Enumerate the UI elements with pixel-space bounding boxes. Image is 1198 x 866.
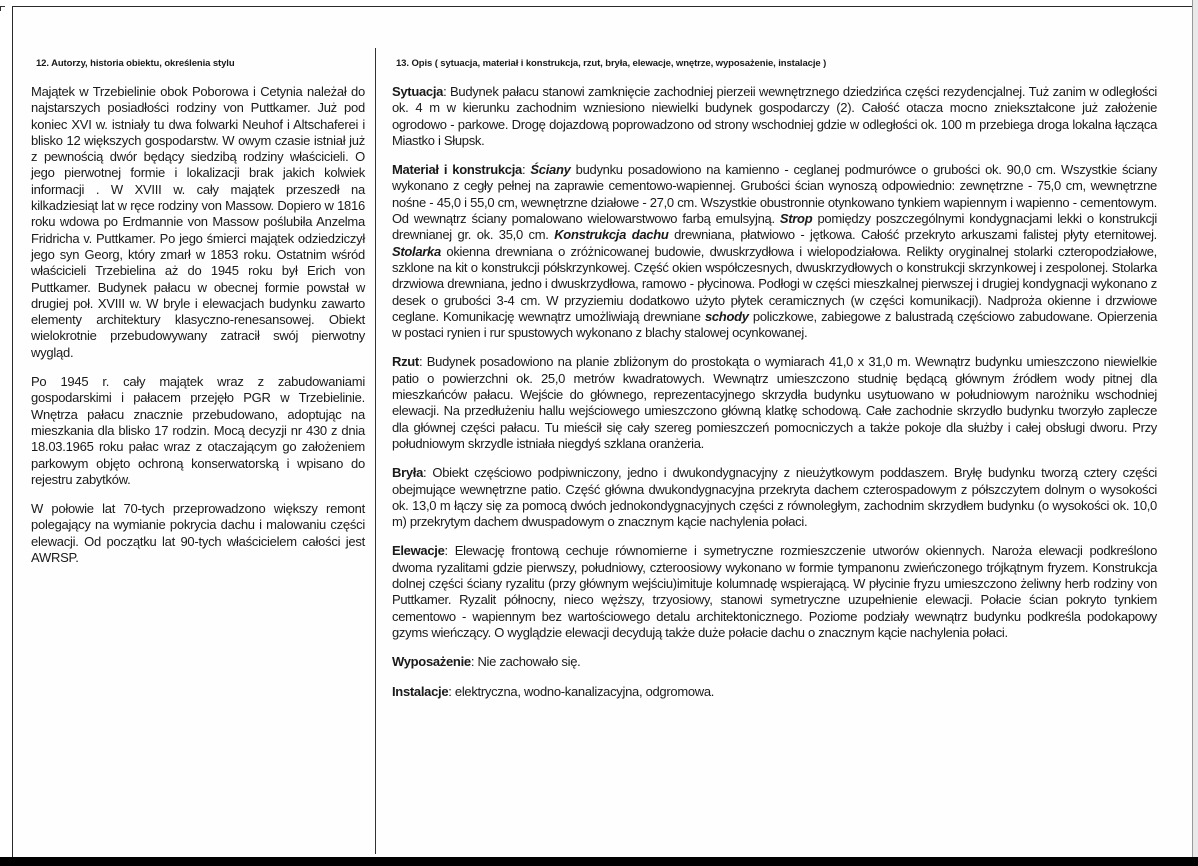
scan-bottom-edge	[0, 857, 1198, 866]
history-paragraph-3: W połowie lat 70-tych przeprowadzono większy remont polegający na wymianie pokrycia dachu i malowaniu części elewacji. Od początku lat 90-tych właścicielem całości jest AWRSP.	[31, 501, 365, 566]
corner-mark	[0, 6, 5, 11]
right-column	[392, 58, 1157, 713]
column-divider	[375, 48, 376, 854]
material-text-2: budynku posadowiono na kamienno - ceglanej podmurówce o grubości ok. 90,0 cm. Wszystkie ściany wykonano z cegły pełnej na zaprawie cementowo-wapiennej. Grubości ścian wynoszą odpowiednio: zewnętrzne - 75,0 cm, wewnętrzne nośne - 45,0 i 55,0 cm, wewnętrzne działowe - 27,0 cm. Wszystkie obustronnie otynkowano tynkiem wapiennym i wapienno - cementowym. Od wewnątrz ściany pomalowano wielowarstwowo farbą emulsyjną.	[392, 162, 1157, 227]
instalacje-text: : elektryczna, wodno-kanalizacyjna, odgromowa.	[448, 683, 715, 699]
material-text-5: okienna drewniana o zróżnicowanej budowie, dwuskrzydłowa i wielopodziałowa. Relikty oryginalnej stolarki czteropodziałowe, szklone na kit o konstrukcji półskrzynkowej. Część okien współczesnych, dwuskrzydłowych o konstrukcji skrzynkowej i zespolonej. Stolarka drzwiowa drewniana, jedno i dwuskrzydłowa, ramowo - płycinowa. Podłogi w części mieszkalnej pierwszej i drugiej kondygnacji wykonano z desek o grubości 3-4 cm. W przyziemiu dodatkowo użyto płytek ceramicznych (w części komunikacji). Nadproża okienne i drzwiowe ceglane. Komunikację wewnątrz umożliwiają drewniane	[392, 243, 1157, 324]
section-13-heading: 13. Opis ( sytuacja, materiał i konstrukcja, rzut, bryła, elewacje, wnętrze, wyposażenie, instalacje )	[396, 58, 827, 69]
sytuacja-text: : Budynek pałacu stanowi zamknięcie zachodniej pierzeii wewnętrznego dziedzińca części rezydencjalnej. Tuż zanim w odległości ok. 4 m w kierunku zachodnim wzniesiono niewielki budynek gospodarczy (2). Całość otacza mocno zniekształcone już założenie ogrodowo - parkowe. Drogę dojazdową poprowadzono od strony wschodniej gdzie w odległości ok. 100 m przebiega droga lokalna łącząca Miastko i Słupsk.	[392, 84, 1157, 148]
material-text-4: drewniana, płatwiowo - jętkowa. Całość przekryto arkuszami falistej płyty eternitowej.	[668, 227, 1157, 243]
bryla-text: : Obiekt częściowo podpiwniczony, jedno i dwukondygnacyjny z nieużytkowym poddaszem. Bryłę budynku tworzą cztery części obejmujące wewnętrzne patio. Część główna dwukondygnacyjna przekryta dachem czterospadowym z półszczytem dolnym o wysokości ok. 13,0 m łączy się za pomocą dwóch jednokondygnacyjnych części z równoległym, zachodnim skrzydłem budynku (o wysokości ok. 10,0 m) przekrytym dachem dwuspadowym o znacznym kącie nachylenia połaci.	[392, 465, 1157, 530]
bryla-paragraph	[392, 465, 1157, 530]
sytuacja-paragraph	[392, 84, 1157, 149]
instalacje-label: Instalacje	[392, 683, 449, 699]
material-text-6: policzkowe, zabiegowe z balustradą częściowo zabudowane. Opierzenia w postaci rynien i rur spustowych wykonano z blachy stalowej ocynkowanej.	[392, 308, 1158, 341]
wyposazenie-text: : Nie zachowało się.	[470, 654, 581, 670]
konstrukcja-dachu-label: Konstrukcja dachu	[554, 227, 669, 243]
schody-label: schody	[704, 308, 749, 324]
material-paragraph	[392, 162, 1157, 341]
sytuacja-label: Sytuacja	[392, 84, 444, 99]
material-text-1: :	[521, 162, 531, 178]
material-label: Materiał i konstrukcja	[392, 162, 522, 178]
stolarka-label: Stolarka	[392, 243, 441, 259]
scan-edge	[1192, 0, 1198, 866]
wyposazenie-label: Wyposażenie	[392, 654, 471, 670]
elewacje-paragraph	[392, 543, 1157, 641]
instalacje-paragraph	[392, 684, 1157, 700]
material-text-3: pomiędzy poszczególnymi kondygnacjami lekki o konstrukcji drewnianej gr. ok. 35,0 cm.	[392, 211, 1157, 243]
section-12-heading: 12. Autorzy, historia obiektu, określenia stylu	[36, 58, 235, 69]
rzut-paragraph	[392, 354, 1157, 452]
sciany-label: Ściany	[530, 162, 571, 178]
history-paragraph-1: Majątek w Trzebielinie obok Poborowa i Cetynia należał do najstarszych posiadłości rodziny von Puttkamer. Już pod koniec XVI w. istniały tu dwa folwarki Neuhof i Altschaferei i blisko 12 większych gospodarstw. W owym czasie istniał już z pewnością dwór będący siedzibą rodziny właścicieli. O jego pierwotnej formie i lokalizacji brak jakich kolwiek informacji . W XVIII w. cały majątek przeszedł na kilkadziesiąt lat w ręce rodziny von Massow. Dopiero w 1816 roku wdowa po Erdmannie von Massow poślubiła Anzelma Fridricha v. Puttkamer. Po jego śmierci majątek odziedziczył jego syn Georg, który zmarł w 1853 roku. Ostatnim wśród właścicieli Trzebielina aż do 1945 roku był Erich von Puttkamer. Budynek pałacu w obecnej formie powstał w drugiej poł. XVIII w. W bryle i elewacjach budynku zawarto elementy architektury klasyczno-renesansowej. Obiekt wielokrotnie przebudowywany zatracił swój pierwotny wygląd.	[31, 84, 365, 360]
history-paragraph-2: Po 1945 r. cały majątek wraz z zabudowaniami gospodarskimi i pałacem przejęło PGR w Trzebielinie. Wnętrza pałacu znacznie przebudowano, adoptując na mieszkania dla blisko 17 rodzin. Mocą decyzji nr 430 z dnia 18.03.1965 roku pałac wraz z otaczającym go założeniem parkowym objęto ochroną konserwatorską i wpisano do rejestru zabytków.	[31, 374, 365, 487]
elewacje-text: : Elewację frontową cechuje równomierne i symetryczne rozmieszczenie utworów okiennych. Naroża elewacji podkreślono dwoma ryzalitami gdzie pierwszy, południowy, czteroosiowy wykonano w formie tympanonu zwieńczonego trójkątnym fryzem. Konstrukcja dolnej części ściany ryzalitu (przy głównym wejściu)imituje kolumnadę wspierającą. W płycinie fryzu umieszczono żeliwny herb rodziny von Puttkamer. Ryzalit północny, nieco węższy, trzyosiowy, stanowi symetryczne uzupełnienie elewacji. Połacie ścian pokryto tynkiem cementowo - wapiennym bez wartościowego detalu architektonicznego. Poziome podziały wewnątrz budynku podkreśla podokapowy gzyms wieńczący. O wyglądzie elewacji decydują także duże połacie dachu o znacznym kącie nachylenia połaci.	[392, 543, 1157, 640]
bryla-label: Bryła	[392, 465, 424, 481]
rzut-label: Rzut	[392, 354, 419, 370]
rzut-text: : Budynek posadowiono na planie zbliżonym do prostokąta o wymiarach 41,0 x 31,0 m. Wewnątrz budynku umieszczono niewielkie patio o powierzchni ok. 25,0 metrów kwadratowych. Wewnątrz umieszczono studnię będącą głównym źródłem wody pitnej dla mieszkańców pałacu. Wejście do głównego, reprezentacyjnego skrzydła budynku usytuowano w południowym narożniku wschodniej elewacji. Na przedłużeniu hallu wejściowego umieszczono główną klatkę schodową. Całe zachodnie skrzydło budynku tworzyło zaplecze dla głównej części pałacu. Tu mieścił się cały szereg pomieszczeń pomocniczych a także pokoje dla służby i całej obsługi dworu. Przy południowym skrzydle istniała niegdyś szklana oranżeria.	[392, 354, 1157, 451]
wyposazenie-paragraph	[392, 654, 1157, 670]
strop-label: Strop	[779, 211, 813, 227]
elewacje-label: Elewacje	[392, 543, 445, 559]
left-column	[31, 58, 365, 579]
